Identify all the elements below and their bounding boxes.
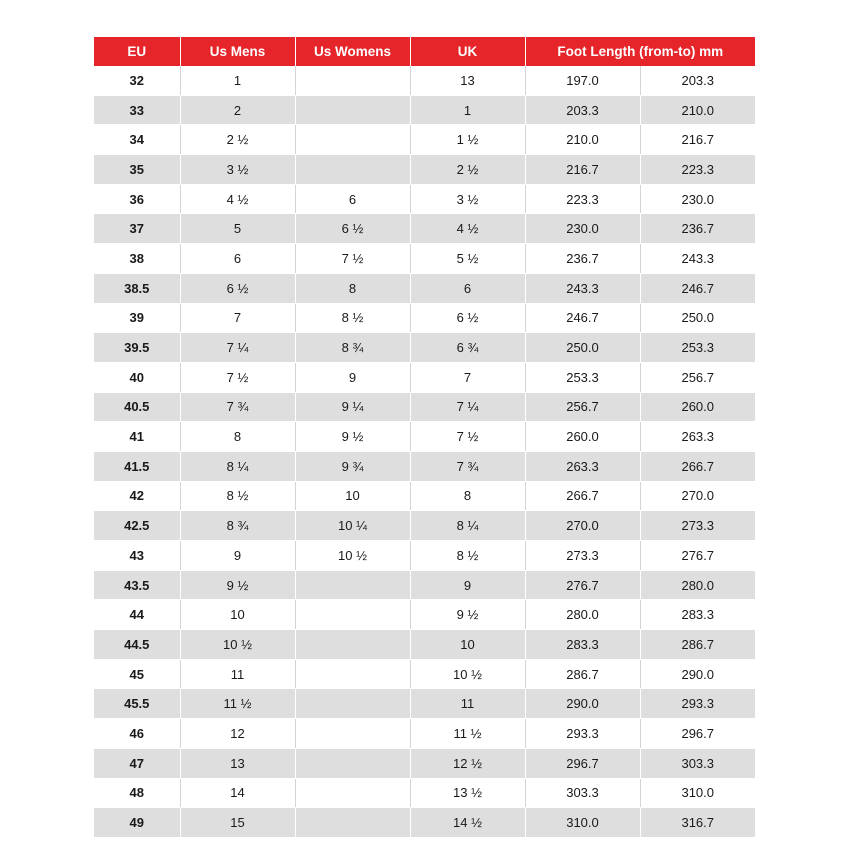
cell-us-mens: 8 [180, 422, 295, 452]
cell-us-mens: 8 ¼ [180, 451, 295, 481]
cell-foot-length-from: 260.0 [525, 422, 640, 452]
cell-foot-length-from: 266.7 [525, 481, 640, 511]
cell-eu: 45 [94, 659, 180, 689]
cell-foot-length-from: 283.3 [525, 630, 640, 660]
cell-us-womens: 10 ¼ [295, 511, 410, 541]
cell-uk: 2 ½ [410, 155, 525, 185]
cell-eu: 43.5 [94, 570, 180, 600]
cell-eu: 43 [94, 541, 180, 571]
cell-us-womens [295, 630, 410, 660]
cell-uk: 6 ¾ [410, 333, 525, 363]
cell-us-mens: 11 [180, 659, 295, 689]
cell-eu: 49 [94, 808, 180, 838]
cell-us-mens: 9 ½ [180, 570, 295, 600]
cell-us-womens [295, 600, 410, 630]
cell-us-womens [295, 155, 410, 185]
cell-us-womens [295, 689, 410, 719]
cell-uk: 7 ¼ [410, 392, 525, 422]
cell-us-womens [295, 95, 410, 125]
cell-us-mens: 7 ½ [180, 362, 295, 392]
cell-foot-length-to: 280.0 [640, 570, 755, 600]
cell-uk: 14 ½ [410, 808, 525, 838]
cell-foot-length-to: 230.0 [640, 184, 755, 214]
cell-uk: 5 ½ [410, 244, 525, 274]
cell-uk: 6 ½ [410, 303, 525, 333]
table-row [94, 481, 755, 511]
table-row [94, 303, 755, 333]
header-uk: UK [410, 37, 525, 66]
cell-uk: 8 ½ [410, 541, 525, 571]
cell-foot-length-from: 210.0 [525, 125, 640, 155]
cell-uk: 3 ½ [410, 184, 525, 214]
cell-foot-length-from: 253.3 [525, 362, 640, 392]
cell-us-womens [295, 125, 410, 155]
cell-us-womens [295, 66, 410, 95]
cell-uk: 8 [410, 481, 525, 511]
cell-uk: 9 [410, 570, 525, 600]
table-row [94, 333, 755, 363]
cell-eu: 40 [94, 362, 180, 392]
cell-us-mens: 5 [180, 214, 295, 244]
cell-us-mens: 1 [180, 66, 295, 95]
table-row [94, 659, 755, 689]
cell-us-womens [295, 659, 410, 689]
cell-foot-length-from: 270.0 [525, 511, 640, 541]
cell-us-womens [295, 748, 410, 778]
table-row [94, 95, 755, 125]
cell-us-womens [295, 719, 410, 749]
cell-foot-length-to: 276.7 [640, 541, 755, 571]
cell-eu: 35 [94, 155, 180, 185]
cell-uk: 11 ½ [410, 719, 525, 749]
cell-foot-length-from: 230.0 [525, 214, 640, 244]
cell-foot-length-from: 276.7 [525, 570, 640, 600]
table-row [94, 244, 755, 274]
cell-us-mens: 13 [180, 748, 295, 778]
cell-us-mens: 2 [180, 95, 295, 125]
cell-us-womens [295, 778, 410, 808]
cell-foot-length-from: 236.7 [525, 244, 640, 274]
table-row [94, 214, 755, 244]
table-row [94, 451, 755, 481]
cell-us-mens: 4 ½ [180, 184, 295, 214]
cell-uk: 8 ¼ [410, 511, 525, 541]
cell-foot-length-from: 203.3 [525, 95, 640, 125]
cell-uk: 9 ½ [410, 600, 525, 630]
cell-eu: 45.5 [94, 689, 180, 719]
table-row [94, 422, 755, 452]
table-row [94, 125, 755, 155]
cell-us-mens: 10 ½ [180, 630, 295, 660]
cell-us-womens: 7 ½ [295, 244, 410, 274]
cell-foot-length-to: 270.0 [640, 481, 755, 511]
cell-eu: 38.5 [94, 273, 180, 303]
cell-eu: 33 [94, 95, 180, 125]
cell-foot-length-to: 316.7 [640, 808, 755, 838]
cell-foot-length-from: 263.3 [525, 451, 640, 481]
cell-uk: 6 [410, 273, 525, 303]
cell-us-mens: 6 [180, 244, 295, 274]
cell-foot-length-from: 250.0 [525, 333, 640, 363]
cell-us-mens: 14 [180, 778, 295, 808]
cell-foot-length-from: 286.7 [525, 659, 640, 689]
cell-foot-length-from: 280.0 [525, 600, 640, 630]
cell-foot-length-to: 296.7 [640, 719, 755, 749]
table-row [94, 392, 755, 422]
table-row [94, 155, 755, 185]
cell-foot-length-from: 293.3 [525, 719, 640, 749]
cell-foot-length-to: 290.0 [640, 659, 755, 689]
cell-uk: 13 ½ [410, 778, 525, 808]
cell-us-mens: 10 [180, 600, 295, 630]
cell-foot-length-to: 260.0 [640, 392, 755, 422]
cell-eu: 34 [94, 125, 180, 155]
cell-us-womens: 10 ½ [295, 541, 410, 571]
cell-uk: 1 [410, 95, 525, 125]
cell-foot-length-to: 210.0 [640, 95, 755, 125]
cell-us-womens: 9 [295, 362, 410, 392]
cell-eu: 38 [94, 244, 180, 274]
cell-foot-length-from: 290.0 [525, 689, 640, 719]
cell-foot-length-from: 310.0 [525, 808, 640, 838]
table-row [94, 362, 755, 392]
table-row [94, 570, 755, 600]
cell-eu: 37 [94, 214, 180, 244]
cell-foot-length-from: 223.3 [525, 184, 640, 214]
table-row [94, 689, 755, 719]
header-eu: EU [94, 37, 180, 66]
table-row [94, 778, 755, 808]
cell-foot-length-to: 256.7 [640, 362, 755, 392]
cell-foot-length-from: 273.3 [525, 541, 640, 571]
cell-foot-length-to: 243.3 [640, 244, 755, 274]
cell-eu: 39 [94, 303, 180, 333]
cell-eu: 48 [94, 778, 180, 808]
cell-us-mens: 7 [180, 303, 295, 333]
cell-us-mens: 15 [180, 808, 295, 838]
cell-foot-length-to: 266.7 [640, 451, 755, 481]
cell-uk: 7 [410, 362, 525, 392]
table-row [94, 511, 755, 541]
cell-foot-length-to: 203.3 [640, 66, 755, 95]
cell-foot-length-from: 197.0 [525, 66, 640, 95]
table-row [94, 600, 755, 630]
cell-us-mens: 3 ½ [180, 155, 295, 185]
table-row [94, 719, 755, 749]
cell-us-mens: 11 ½ [180, 689, 295, 719]
cell-us-mens: 12 [180, 719, 295, 749]
cell-eu: 32 [94, 66, 180, 95]
size-chart-table [94, 37, 755, 838]
cell-us-womens [295, 808, 410, 838]
cell-foot-length-from: 243.3 [525, 273, 640, 303]
cell-foot-length-to: 223.3 [640, 155, 755, 185]
cell-us-womens: 8 [295, 273, 410, 303]
cell-foot-length-from: 296.7 [525, 748, 640, 778]
cell-foot-length-to: 293.3 [640, 689, 755, 719]
cell-us-mens: 7 ¾ [180, 392, 295, 422]
cell-uk: 4 ½ [410, 214, 525, 244]
cell-us-womens: 6 [295, 184, 410, 214]
cell-uk: 11 [410, 689, 525, 719]
cell-foot-length-from: 216.7 [525, 155, 640, 185]
cell-us-womens: 9 ¾ [295, 451, 410, 481]
table-row [94, 541, 755, 571]
table-header [94, 37, 755, 66]
table-row [94, 184, 755, 214]
cell-eu: 39.5 [94, 333, 180, 363]
cell-eu: 41.5 [94, 451, 180, 481]
cell-uk: 10 ½ [410, 659, 525, 689]
cell-foot-length-to: 310.0 [640, 778, 755, 808]
cell-us-mens: 6 ½ [180, 273, 295, 303]
table-row [94, 66, 755, 95]
header-row [94, 37, 755, 66]
table-row [94, 630, 755, 660]
cell-eu: 36 [94, 184, 180, 214]
cell-us-mens: 2 ½ [180, 125, 295, 155]
cell-eu: 42.5 [94, 511, 180, 541]
cell-us-mens: 9 [180, 541, 295, 571]
cell-uk: 7 ½ [410, 422, 525, 452]
cell-uk: 7 ¾ [410, 451, 525, 481]
cell-us-womens: 9 ¼ [295, 392, 410, 422]
cell-us-womens: 10 [295, 481, 410, 511]
table-row [94, 808, 755, 838]
cell-uk: 10 [410, 630, 525, 660]
cell-us-womens: 8 ½ [295, 303, 410, 333]
cell-eu: 42 [94, 481, 180, 511]
cell-foot-length-from: 246.7 [525, 303, 640, 333]
cell-uk: 13 [410, 66, 525, 95]
cell-us-womens: 9 ½ [295, 422, 410, 452]
cell-us-womens [295, 570, 410, 600]
table-body [94, 66, 755, 837]
cell-eu: 40.5 [94, 392, 180, 422]
cell-foot-length-to: 273.3 [640, 511, 755, 541]
cell-foot-length-from: 256.7 [525, 392, 640, 422]
table-row [94, 748, 755, 778]
cell-us-mens: 7 ¼ [180, 333, 295, 363]
cell-uk: 12 ½ [410, 748, 525, 778]
cell-foot-length-to: 283.3 [640, 600, 755, 630]
cell-us-mens: 8 ½ [180, 481, 295, 511]
cell-eu: 41 [94, 422, 180, 452]
header-us-womens: Us Womens [295, 37, 410, 66]
cell-us-womens: 8 ¾ [295, 333, 410, 363]
cell-us-womens: 6 ½ [295, 214, 410, 244]
cell-foot-length-to: 263.3 [640, 422, 755, 452]
cell-eu: 46 [94, 719, 180, 749]
cell-eu: 44.5 [94, 630, 180, 660]
cell-eu: 44 [94, 600, 180, 630]
cell-foot-length-to: 246.7 [640, 273, 755, 303]
cell-foot-length-from: 303.3 [525, 778, 640, 808]
header-foot-length: Foot Length (from-to) mm [525, 37, 755, 66]
header-us-mens: Us Mens [180, 37, 295, 66]
cell-foot-length-to: 286.7 [640, 630, 755, 660]
cell-foot-length-to: 250.0 [640, 303, 755, 333]
table-row [94, 273, 755, 303]
cell-foot-length-to: 303.3 [640, 748, 755, 778]
cell-foot-length-to: 216.7 [640, 125, 755, 155]
cell-us-mens: 8 ¾ [180, 511, 295, 541]
cell-eu: 47 [94, 748, 180, 778]
cell-uk: 1 ½ [410, 125, 525, 155]
cell-foot-length-to: 253.3 [640, 333, 755, 363]
cell-foot-length-to: 236.7 [640, 214, 755, 244]
